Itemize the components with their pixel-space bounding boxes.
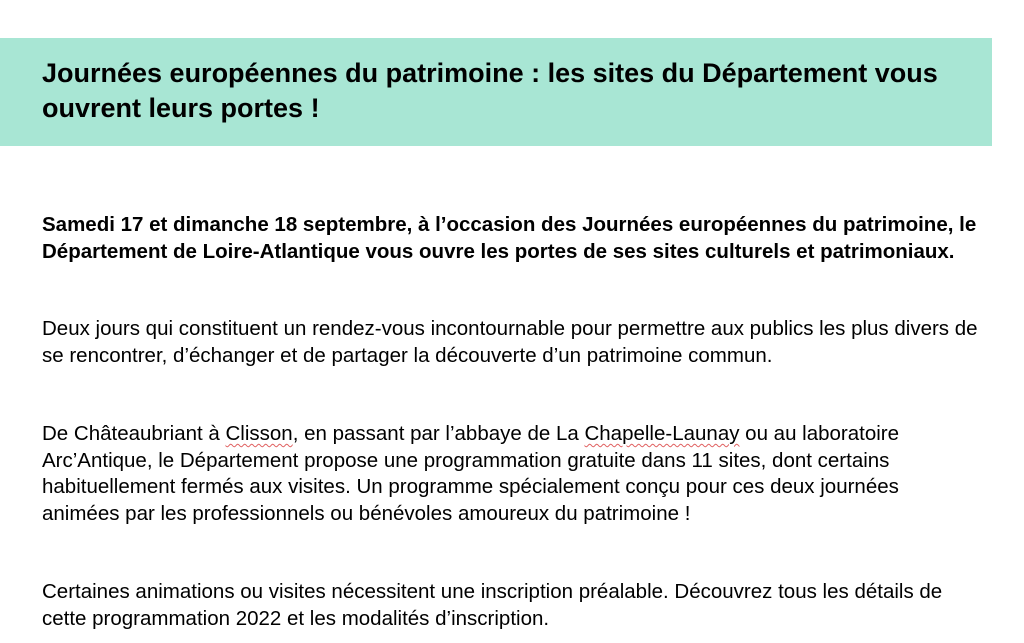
paragraph-sites (42, 421, 982, 527)
paragraph-registration: Certaines animations ou visites nécessitent une inscription préalable. Découvrez tous les détails de cette programmation 2022 et les modalités d’inscription. (42, 580, 943, 630)
lead-paragraph: Samedi 17 et dimanche 18 septembre, à l’occasion des Journées européennes du patrimoine, le Département de Loire-Atlantique vous ouvre les portes de ses sites culturels et patrimoniaux. (42, 213, 977, 263)
misspelled-word-chapelle-launay[interactable]: Chapelle-Launay (584, 422, 740, 445)
page-title: Journées européennes du patrimoine : les sites du Département vous ouvrent leurs portes ! (42, 58, 938, 123)
paragraph-sites-text-1: De Châteaubriant à (42, 422, 226, 445)
misspelled-word-clisson[interactable]: Clisson (225, 422, 293, 445)
paragraph-sites-text-3: ou au laboratoire Arc’Antique, le Département propose une programmation gratuite dans 11 sites, dont certains habituellement fermés aux visites. Un programme spécialement conçu pour ces deux journées animées par les professionnels ou bénévoles amoureux du patrimoine ! (42, 422, 900, 525)
paragraph-sites-text-2: , en passant par l’abbaye de La (292, 422, 585, 445)
paragraph-intro: Deux jours qui constituent un rendez-vous incontournable pour permettre aux publics les plus divers de se rencontrer, d’échanger et de partager la découverte d’un patrimoine commun. (42, 317, 978, 367)
